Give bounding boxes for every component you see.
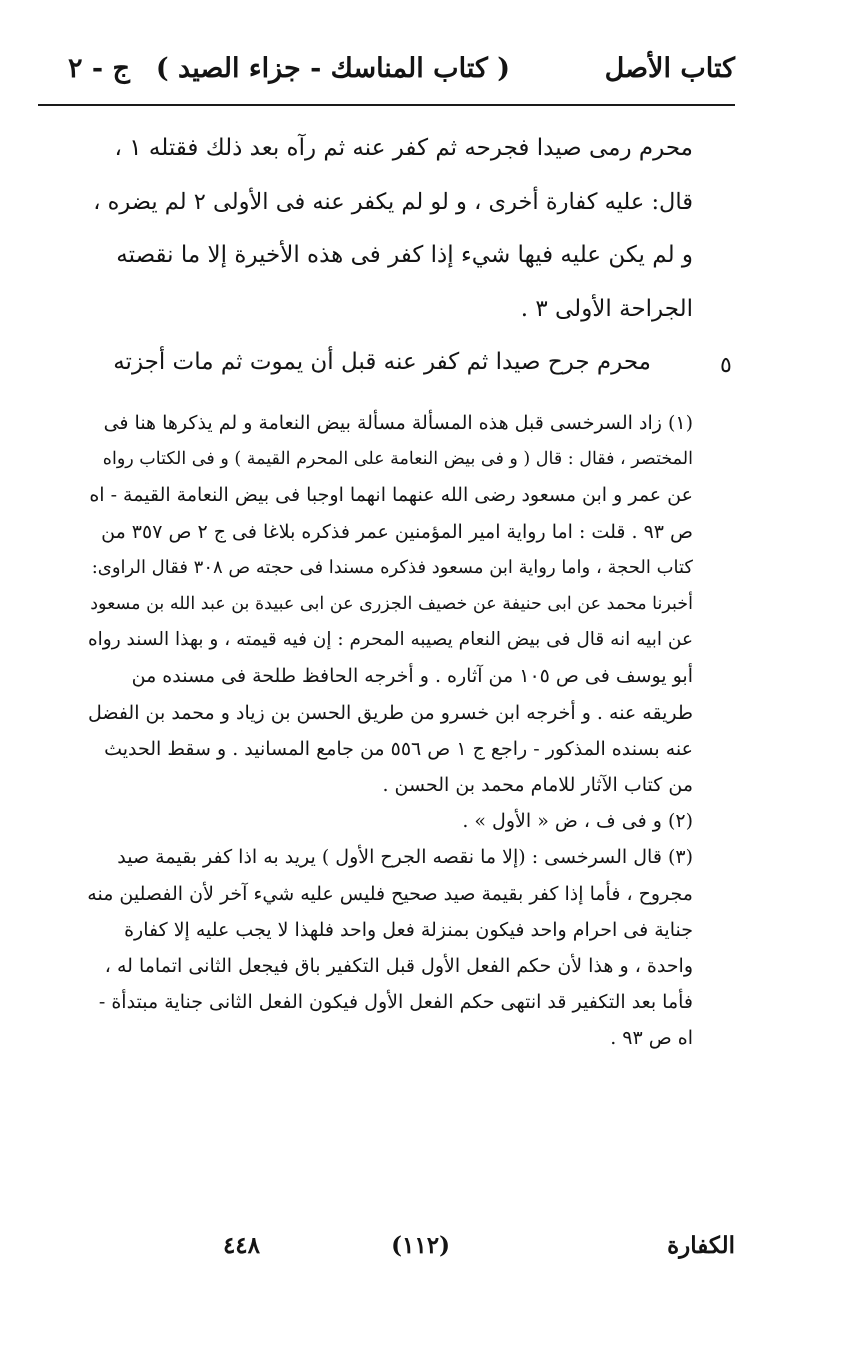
page-footer xyxy=(38,1227,735,1267)
footnote-line: من كتاب الآثار للامام محمد بن الحسن . xyxy=(382,774,693,797)
page-number: ٤٤٨ xyxy=(222,1232,260,1259)
footnote-line: مجروح ، فأما إذا كفر بقيمة صيد صحيح فليس عليه شيء آخر لأن الفصلين منه xyxy=(87,882,693,905)
main-line: قال: عليه كفارة أخرى ، و لو لم يكفر عنه فى الأولى ٢ لم يضره ، xyxy=(93,188,693,215)
main-line: محرم جرح صيدا ثم كفر عنه قبل أن يموت ثم مات أجزته xyxy=(113,349,651,375)
main-text xyxy=(88,122,693,390)
running-header xyxy=(38,45,735,97)
footnote-line: (١) زاد السرخسى قبل هذه المسألة مسألة بيض النعامة و لم يذكرها هنا فى xyxy=(103,412,693,434)
footnote-line: كتاب الحجة ، واما رواية ابن مسعود فذكره مسندا فى حجته ص ٣٠٨ فقال الراوى: xyxy=(91,556,693,578)
catchword: الكفارة xyxy=(667,1232,735,1259)
footnote-line: (٢) و فى ف ، ض « الأول » . xyxy=(462,810,693,833)
book-title: كتاب الأصل xyxy=(604,53,735,84)
footnote-line: عن عمر و ابن مسعود رضى الله عنهما انهما اوجبا فى بيض النعامة القيمة - اه xyxy=(89,484,693,507)
footnote-line: أبو يوسف فى ص ١٠٥ من آثاره . و أخرجه الحافظ طلحة فى مسنده من xyxy=(131,665,693,688)
line-number: ٥ xyxy=(720,353,732,378)
section-title: ( كتاب المناسك - جزاء الصيد ) xyxy=(155,53,510,84)
footnote-line: ص ٩٣ . قلت : اما رواية امير المؤمنين عمر فذكره بلاغا فى ج ٢ ص ٣٥٧ من xyxy=(101,520,693,543)
footnote-line: اه ص ٩٣ . xyxy=(610,1027,693,1050)
volume-label: ج - ٢ xyxy=(68,53,130,84)
footnote-line: فأما بعد التكفير قد انتهى حكم الفعل الأول فيكون الفعل الثانى جناية مبتدأة - xyxy=(98,991,693,1014)
footnote-line: أخبرنا محمد عن ابى حنيفة عن خصيف الجزرى عن ابى عبيدة بن عبد الله بن مسعود xyxy=(90,594,693,615)
footnote-line: (٣) قال السرخسى : (إلا ما نقصه الجرح الأول ) يريد به اذا كفر بقيمة صيد xyxy=(117,846,693,869)
header-rule xyxy=(38,104,735,106)
footnote-line: جناية فى احرام واحد فيكون بمنزلة فعل واحد فلهذا لا يجب عليه إلا كفارة xyxy=(124,918,693,941)
footnote-line: طريقه عنه . و أخرجه ابن خسرو من طريق الحسن بن زياد و محمد بن الفضل xyxy=(87,701,693,724)
sheet-number: (١١٢) xyxy=(391,1232,450,1259)
footnote-line: عن ابيه انه قال فى بيض النعام يصيبه المحرم : إن فيه قيمته ، و بهذا السند رواه xyxy=(87,629,693,651)
main-line: الجراحة الأولى ٣ . xyxy=(520,295,693,322)
footnotes xyxy=(88,405,693,1057)
main-line: و لم يكن عليه فيها شيء إذا كفر فى هذه الأخيرة إلا ما نقصته xyxy=(116,242,693,268)
footnote-line: المختصر ، فقال : قال ( و فى بيض النعامة على المحرم القيمة ) و فى الكتاب رواه xyxy=(102,449,693,470)
footnote-line: واحدة ، و هذا لأن حكم الفعل الأول قبل التكفير باق فيجعل الثانى اتماما له ، xyxy=(104,955,693,978)
footnote-line: عنه بسنده المذكور - راجع ج ١ ص ٥٥٦ من جامع المسانيد . و سقط الحديث xyxy=(104,737,693,760)
main-line: محرم رمى صيدا فجرحه ثم كفر عنه ثم رآه بعد ذلك فقتله ١ ، xyxy=(114,135,693,161)
